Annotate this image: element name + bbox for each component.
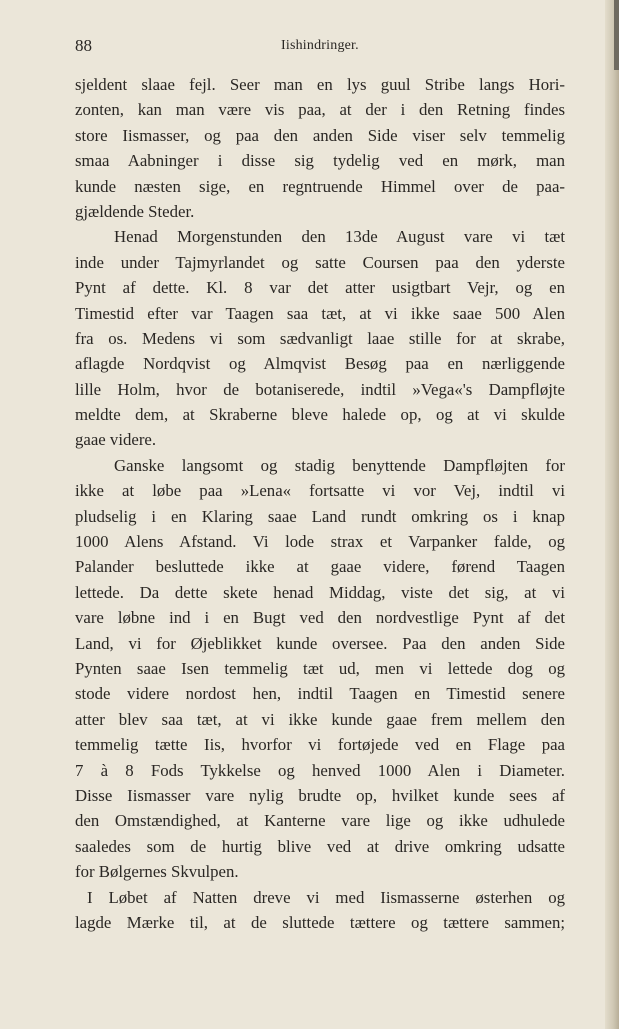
text-line: Pynt af dette. Kl. 8 var det atter usigtbart Vejr, og en	[75, 278, 565, 298]
text-line: Palander besluttede ikke at gaae videre, førend Taagen	[75, 557, 565, 577]
text-line: smaa Aabninger i disse sig tydelig ved en mørk, man	[75, 151, 565, 171]
text-line: for Bølgernes Skvulpen.	[75, 862, 239, 882]
page-number: 88	[75, 36, 92, 55]
text-line: den Omstændighed, at Kanterne vare lige og ikke udhulede	[75, 811, 565, 831]
text-line: zonten, kan man være vis paa, at der i den Retning findes	[75, 100, 565, 120]
text-line: Land, vi for Øjeblikket kunde oversee. Paa den anden Side	[75, 633, 565, 653]
text-line: Henad Morgenstunden den 13de August vare vi tæt	[114, 227, 565, 247]
text-line: ikke at løbe paa »Lena« fortsatte vi vor Vej, indtil vi	[75, 481, 565, 501]
text-line: gaae videre.	[75, 430, 157, 450]
text-line: I Løbet af Natten dreve vi med Iismasserne østerhen og	[87, 887, 565, 907]
text-line: temmelig tætte Iis, hvorfor vi fortøjede ved en Flage paa	[75, 735, 565, 755]
page-edge-corner	[614, 0, 619, 70]
text-line: stode videre nordost hen, indtil Taagen en Timestid senere	[75, 684, 565, 704]
text-line: sjeldent slaae fejl. Seer man en lys guul Stribe langs Hori-	[75, 75, 565, 94]
text-line: meldte dem, at Skraberne bleve halede op, og at vi skulde	[75, 405, 565, 425]
text-line: Disse Iismasser vare nylig brudte op, hvilket kunde sees af	[75, 785, 565, 805]
text-line: saaledes som de hurtig blive ved at drive omkring udsatte	[75, 836, 565, 856]
text-line: Pynten saae Isen temmelig tæt ud, men vi lettede dog og	[75, 658, 565, 678]
text-line: 7 à 8 Fods Tykkelse og henved 1000 Alen i Diameter.	[75, 760, 565, 780]
page-edge-shadow	[605, 0, 619, 1029]
text-line: Timestid efter var Taagen saa tæt, at vi ikke saae 500 Alen	[75, 303, 565, 323]
text-line: fra os. Medens vi som sædvanligt laae stille for at skrabe,	[75, 328, 565, 348]
text-line: lettede. Da dette skete henad Middag, viste det sig, at vi	[75, 582, 565, 602]
body-text	[75, 72, 565, 935]
text-line: kunde næsten sige, en regntruende Himmel over de paa-	[75, 176, 565, 196]
text-line: pludselig i en Klaring saae Land rundt omkring os i knap	[75, 506, 565, 526]
text-line: gjældende Steder.	[75, 201, 195, 221]
running-title: Iishindringer.	[281, 38, 359, 53]
text-line: aflagde Nordqvist og Almqvist Besøg paa en nærliggende	[75, 354, 565, 374]
text-line: store Iismasser, og paa den anden Side viser selv temmelig	[75, 125, 565, 145]
text-line: lagde Mærke til, at de sluttede tættere og tættere sammen;	[75, 912, 565, 932]
page-header	[75, 36, 565, 56]
text-line: inde under Tajmyrlandet og satte Coursen paa den yderste	[75, 252, 565, 272]
text-line: atter blev saa tæt, at vi ikke kunde gaae frem mellem den	[75, 709, 565, 729]
text-line: vare løbne ind i en Bugt ved den nordvestlige Pynt af det	[75, 608, 565, 628]
text-line: lille Holm, hvor de botaniserede, indtil »Vega«'s Dampfløjte	[75, 379, 565, 399]
text-line: Ganske langsomt og stadig benyttende Dampfløjten for	[114, 455, 565, 475]
text-line: 1000 Alens Afstand. Vi lode strax et Varpanker falde, og	[75, 532, 565, 552]
